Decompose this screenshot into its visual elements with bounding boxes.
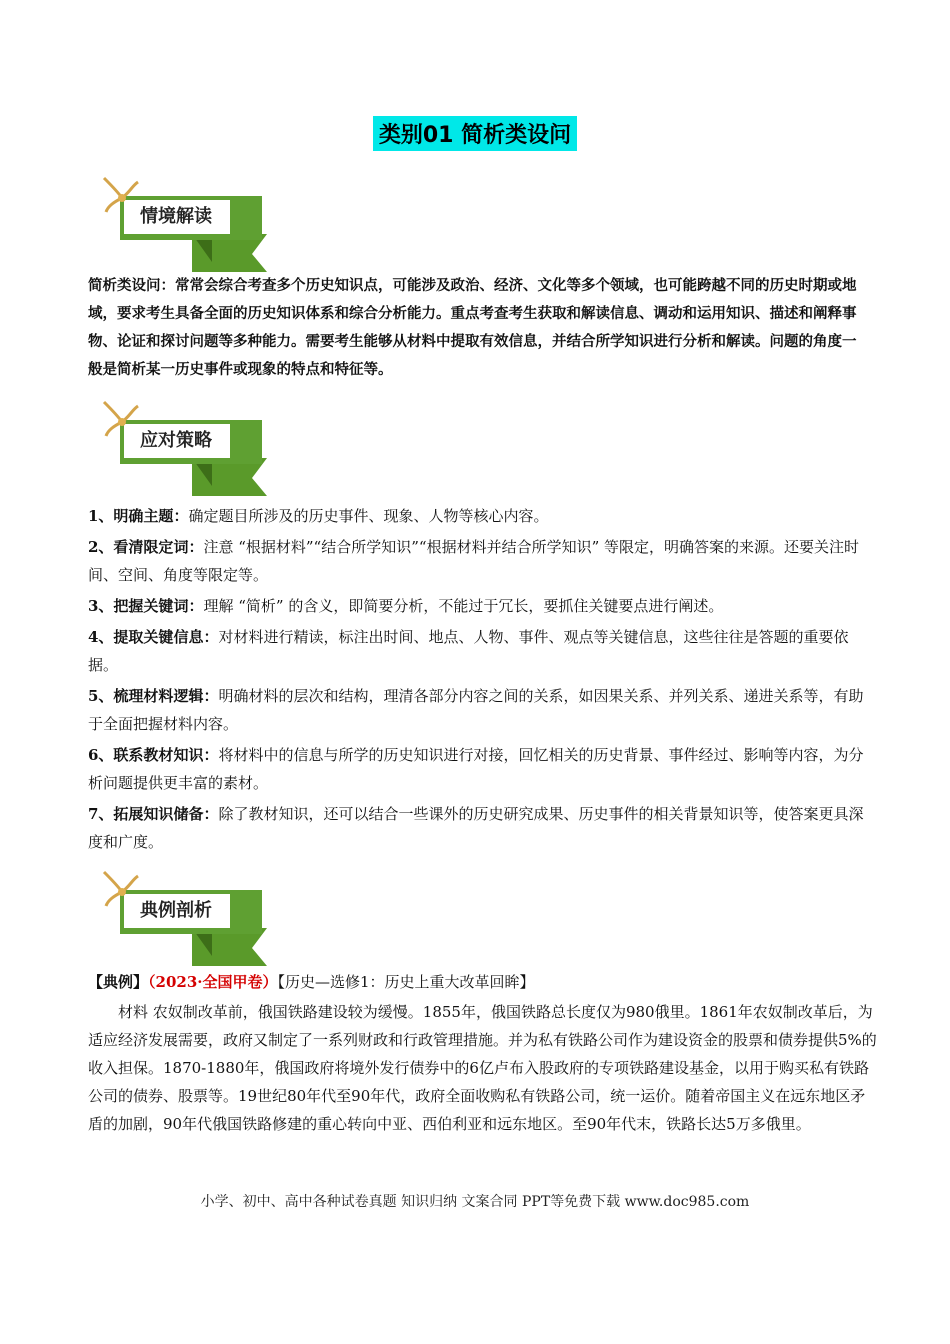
strategy-text: 对材料进行精读，标注出时间、地点、人物、事件、观点等关键信息，这些往往是答题的重要依据。 bbox=[88, 628, 849, 674]
strategy-head: 1、明确主题： bbox=[88, 507, 189, 525]
strategy-text: 将材料中的信息与所学的历史知识进行对接，回忆相关的历史背景、事件经过、影响等内容，为分析问题提供更丰富的素材。 bbox=[88, 746, 864, 792]
strategy-item bbox=[88, 502, 868, 530]
example-source: （2023·全国甲卷） bbox=[148, 973, 278, 991]
intro-paragraph: 简析类设问：常常会综合考查多个历史知识点，可能涉及政治、经济、文化等多个领域，也可能跨越不同的历史时期或地域，要求考生具备全面的历史知识体系和综合分析能力。重点考查考生获取和解读信息、调动和运用知识、描述和阐释事物、论证和探讨问题等多种能力。需要考生能够从材料中提取有效信息，并结合所学知识进行分析和解读。问题的角度一般是简析某一历史事件或现象的特点和特征等。 bbox=[88, 278, 857, 378]
strategy-item bbox=[88, 800, 868, 856]
banner-label: 应对策略 bbox=[140, 430, 212, 451]
strategy-item bbox=[88, 741, 868, 797]
strategy-text: 确定题目所涉及的历史事件、现象、人物等核心内容。 bbox=[188, 507, 549, 525]
example-header bbox=[88, 969, 888, 995]
strategy-text: 注意 “根据材料”“结合所学知识”“根据材料并结合所学知识” 等限定，明确答案的来源。还要关注时间、空间、角度等限定等。 bbox=[88, 538, 860, 584]
strategy-head: 4、提取关键信息： bbox=[88, 628, 219, 646]
strategy-text: 除了教材知识，还可以结合一些课外的历史研究成果、历史事件的相关背景知识等，使答案更具深度和广度。 bbox=[88, 805, 864, 851]
strategy-text: 理解 “简析” 的含义，即简要分析，不能过于冗长，要抓住关键要点进行阐述。 bbox=[203, 597, 724, 615]
strategy-item bbox=[88, 682, 868, 738]
section-banner-example bbox=[92, 866, 272, 966]
section-banner-strategy bbox=[92, 396, 272, 496]
example-tag: 【典例】 bbox=[88, 973, 149, 991]
banner-label: 典例剖析 bbox=[140, 900, 212, 921]
strategy-item bbox=[88, 623, 868, 679]
page-title-wrap bbox=[0, 116, 950, 151]
strategy-item bbox=[88, 533, 868, 589]
strategy-text: 明确材料的层次和结构，理清各部分内容之间的关系，如因果关系、并列关系、递进关系等，有助于全面把握材料内容。 bbox=[88, 687, 864, 733]
strategy-list bbox=[88, 502, 868, 859]
strategy-head: 3、把握关键词： bbox=[88, 597, 204, 615]
page-title: 类别01 简析类设问 bbox=[373, 116, 577, 151]
section-banner-situation bbox=[92, 172, 272, 272]
page-footer: 小学、初中、高中各种试卷真题 知识归纳 文案合同 PPT等免费下载 www.doc985.com bbox=[200, 1194, 750, 1210]
example-material bbox=[88, 998, 878, 1138]
example-topic: 【历史—选修1：历史上重大改革回眸】 bbox=[277, 973, 535, 991]
strategy-item bbox=[88, 592, 868, 620]
material-text: 材料 农奴制改革前，俄国铁路建设较为缓慢。1855年，俄国铁路总长度仅为980俄里。1861年农奴制改革后，为适应经济发展需要，政府又制定了一系列财政和行政管理措施。并为私有铁路公司作为建设资金的股票和债券提供5%的收入担保。1870-1880年，俄国政府将境外发行债券中的6亿卢布入股政府的专项铁路建设基金，以用于购买私有铁路公司的债券、股票等。19世纪80年代至90年代，政府全面收购私有铁路公司，统一运价。随着帝国主义在远东地区矛盾的加剧，90年代俄国铁路修建的重心转向中亚、西伯利亚和远东地区。至90年代末，铁路长达5万多俄里。 bbox=[88, 1003, 877, 1133]
strategy-head: 2、看清限定词： bbox=[88, 538, 204, 556]
strategy-head: 6、联系教材知识： bbox=[88, 746, 219, 764]
strategy-head: 7、拓展知识储备： bbox=[88, 805, 219, 823]
banner-label: 情境解读 bbox=[140, 206, 212, 227]
strategy-head: 5、梳理材料逻辑： bbox=[88, 687, 219, 705]
